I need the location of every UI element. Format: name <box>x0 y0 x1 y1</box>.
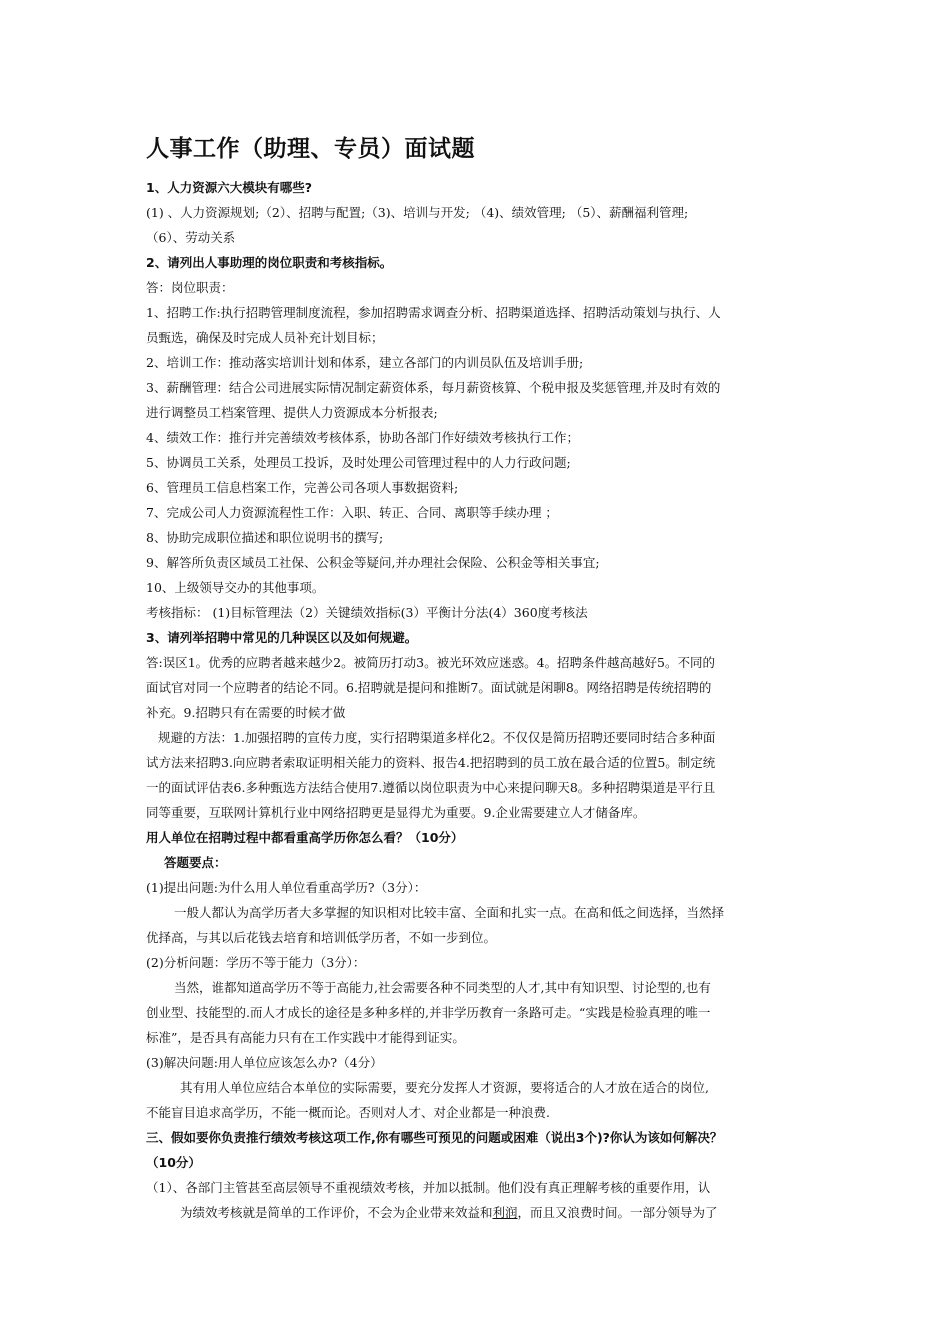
paragraph-line: 一般人都认为高学历者大多掌握的知识相对比较丰富、全面和扎实一点。在高和低之间选择，当然择 <box>174 905 725 920</box>
paragraph-line: (2)分析问题：学历不等于能力（3分）： <box>146 955 366 970</box>
paragraph-line: 2、培训工作：推动落实培训计划和体系，建立各部门的内训员队伍及培训手册; <box>146 355 584 370</box>
text-run: ，而且又浪费时间。一部分领导为了 <box>517 1205 718 1220</box>
paragraph-line: 当然，谁都知道高学历不等于高能力,社会需要各种不同类型的人才,其中有知识型、讨论型的,也有 <box>174 980 711 995</box>
question-1: 1、人力资源六大模块有哪些? <box>146 180 312 195</box>
answer-points-heading: 答题要点： <box>164 855 227 870</box>
paragraph-line: 7、完成公司人力资源流程性工作：入职、转正、合同、离职等手续办理 ； <box>146 505 558 520</box>
paragraph-line: (3)解决问题:用人单位应该怎么办?（4分） <box>146 1055 383 1070</box>
paragraph-line: 4、绩效工作：推行并完善绩效考核体系，协助各部门作好绩效考核执行工作； <box>146 430 579 445</box>
paragraph-line: 答：岗位职责： <box>146 280 234 295</box>
paragraph-line: (1) 、人力资源规划;（2）、招聘与配置;（3)、培训与开发; （4)、绩效管理; （5）、薪酬福利管理; <box>146 205 689 220</box>
text-run: 为绩效考核就是简单的工作评价，不会为企业带来效益和 <box>180 1205 493 1220</box>
paragraph-line: 规避的方法：1.加强招聘的宣传力度，实行招聘渠道多样化2。不仅仅是简历招聘还要同时结合多种面 <box>158 730 716 745</box>
paragraph-line: （1）、各部门主管甚至高层领导不重视绩效考核，并加以抵制。他们没有真正理解考核的重要作用，认 <box>146 1180 711 1195</box>
paragraph-line: 员甄选，确保及时完成人员补充计划目标； <box>146 330 384 345</box>
paragraph-line: 3、薪酬管理：结合公司进展实际情况制定薪资体系，每月薪资核算、个税申报及奖惩管理,并及时有效的 <box>146 380 721 395</box>
underlined-term: 利润 <box>492 1205 518 1220</box>
paragraph-line: (1)提出问题:为什么用人单位看重高学历?（3分）： <box>146 880 427 895</box>
question-3: 3、请列举招聘中常见的几种误区以及如何规避。 <box>146 630 418 645</box>
paragraph-line: 8、协助完成职位描述和职位说明书的撰写; <box>146 530 384 545</box>
paragraph-line: 考核指标： (1)目标管理法（2）关键绩效指标(3）平衡计分法(4）360度考核法 <box>146 605 588 620</box>
paragraph-line: 一的面试评估表6.多种甄选方法结合使用7.遵循以岗位职责为中心来提问聊天8。多种招聘渠道是平行且 <box>146 780 716 795</box>
paragraph-line: 面试官对同一个应聘者的结论不同。6.招聘就是提问和推断7。面试就是闲聊8。网络招聘是传统招聘的 <box>146 680 712 695</box>
paragraph-line: 6、管理员工信息档案工作，完善公司各项人事数据资料; <box>146 480 459 495</box>
paragraph-line: 10、上级领导交办的其他事项。 <box>146 580 325 595</box>
paragraph-line: 创业型、技能型的.而人才成长的途径是多种多样的,并非学历教育一条路可走。“实践是检验真理的唯一 <box>146 1005 711 1020</box>
question-5-score: （10分） <box>146 1155 201 1170</box>
paragraph-line: 5、协调员工关系，处理员工投诉，及时处理公司管理过程中的人力行政问题; <box>146 455 571 470</box>
paragraph-line <box>146 1200 818 1225</box>
paragraph-line: 答:误区1。优秀的应聘者越来越少2。被简历打动3。被光环效应迷惑。4。招聘条件越高越好5。不同的 <box>146 655 715 670</box>
question-2: 2、请列出人事助理的岗位职责和考核指标。 <box>146 255 393 270</box>
paragraph-line: 1、招聘工作:执行招聘管理制度流程，参加招聘需求调查分析、招聘渠道选择、招聘活动策划与执行、人 <box>146 305 721 320</box>
paragraph-line: （6）、劳动关系 <box>146 230 236 245</box>
paragraph-line: 同等重要，互联网计算机行业中网络招聘更是显得尤为重要。9.企业需要建立人才储备库。 <box>146 805 646 820</box>
paragraph-line: 进行调整员工档案管理、提供人力资源成本分析报表; <box>146 405 438 420</box>
document-body <box>146 175 818 1225</box>
paragraph-line: 9、解答所负责区域员工社保、公积金等疑问,并办理社会保险、公积金等相关事宜; <box>146 555 600 570</box>
paragraph-line: 补充。9.招聘只有在需要的时候才做 <box>146 705 346 720</box>
paragraph-line: 标准”，是否具有高能力只有在工作实践中才能得到证实。 <box>146 1030 465 1045</box>
question-4: 用人单位在招聘过程中都看重高学历你怎么看？（10分） <box>146 830 464 845</box>
document-title: 人事工作（助理、专员）面试题 <box>146 136 475 162</box>
paragraph-line: 优择高，与其以后花钱去培育和培训低学历者，不如一步到位。 <box>146 930 497 945</box>
paragraph-line: 不能盲目追求高学历，不能一概而论。否则对人才、对企业都是一种浪费. <box>146 1105 550 1120</box>
paragraph-line: 其有用人单位应结合本单位的实际需要，要充分发挥人才资源，要将适合的人才放在适合的岗位, <box>180 1080 709 1095</box>
question-5: 三、假如要你负责推行绩效考核这项工作,你有哪些可预见的问题或困难（说出3个)?你认为该如何解决？ <box>146 1130 723 1145</box>
paragraph-line: 试方法来招聘3.向应聘者索取证明相关能力的资料、报告4.把招聘到的员工放在最合适的位置5。制定统 <box>146 755 716 770</box>
